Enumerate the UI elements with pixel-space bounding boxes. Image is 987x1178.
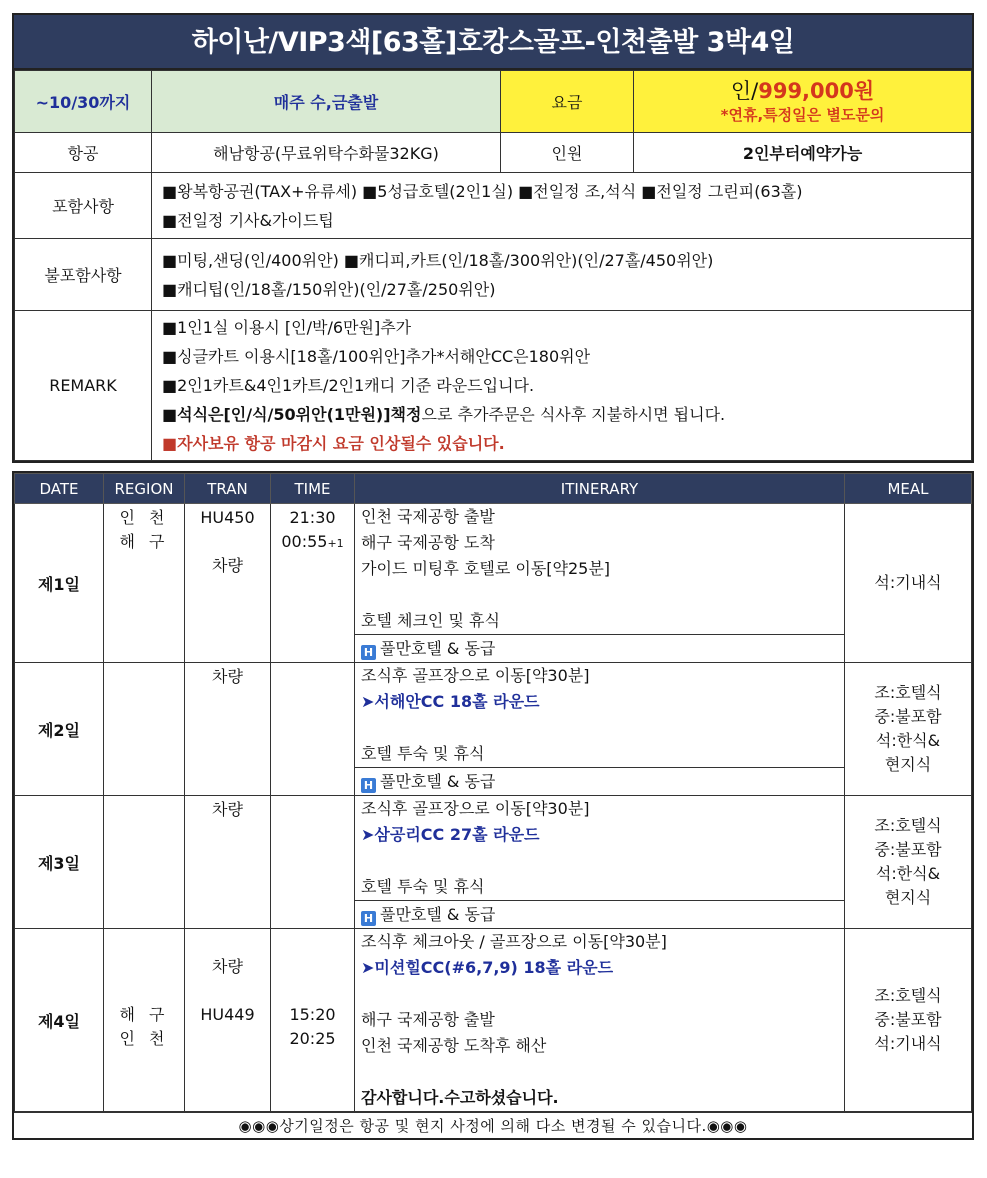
excluded-line: ■미팅,샌딩(인/400위안) ■캐디피,카트(인/18홀/300위안)(인/27홀/450위안) — [162, 250, 714, 270]
itinerary-line: 인천 국제공항 출발 — [361, 507, 495, 526]
spacer — [185, 979, 270, 1003]
departure-days-cell: 매주 수,금출발 — [152, 71, 501, 133]
transport-cell — [185, 929, 271, 1112]
time-text: 15:20 — [289, 1005, 336, 1024]
header-meal: MEAL — [845, 474, 972, 504]
included-label: 포함사항 — [15, 173, 152, 239]
airline-row — [15, 133, 972, 173]
day-label: 제1일 — [15, 504, 104, 663]
itinerary-line — [361, 715, 838, 741]
transport-text: 차량 — [212, 957, 243, 976]
itinerary-line: 가이드 미팅후 호텔로 이동[약25분] — [361, 559, 611, 578]
hotel-h-icon: H — [361, 778, 376, 793]
thanks-line: 감사합니다.수고하셨습니다. — [361, 1088, 559, 1107]
transport-text: 차량 — [212, 556, 243, 575]
remark-line: ■2인1카트&4인1카트/2인1캐디 기준 라운드입니다. — [162, 376, 535, 395]
header-itinerary: ITINERARY — [355, 474, 845, 504]
itinerary-cell — [355, 796, 845, 929]
itinerary-line: 호텔 체크인 및 휴식 — [361, 611, 500, 630]
itinerary-cell — [355, 929, 845, 1112]
itinerary-line: 해구 국제공항 도착 — [361, 533, 495, 552]
region-cell — [104, 929, 185, 1112]
excluded-list — [152, 239, 972, 311]
period-row — [15, 71, 972, 133]
time-text-next — [271, 530, 354, 556]
time-text: 21:30 — [289, 508, 336, 527]
price-prefix: 인/ — [730, 78, 759, 103]
flight-number: HU450 — [200, 508, 255, 527]
itinerary-line: 조식후 체크아웃 / 골프장으로 이동[약30분] — [361, 932, 667, 951]
hotel-name: 풀만호텔 & 동급 — [380, 772, 496, 791]
transport-cell — [185, 504, 271, 663]
meal-text: 중:불포함 — [874, 840, 942, 859]
day-row — [15, 929, 972, 1112]
itinerary-line — [361, 1059, 838, 1085]
remark-dinner-bold: ■석식은[인/식/50위안(1만원)]책정 — [162, 405, 422, 424]
itinerary-line: 호텔 투숙 및 휴식 — [361, 744, 485, 763]
price-main — [644, 78, 961, 104]
day-row — [15, 796, 972, 929]
header-region: REGION — [104, 474, 185, 504]
day-label: 제3일 — [15, 796, 104, 929]
meal-cell — [845, 796, 972, 929]
hotel-line — [355, 900, 844, 928]
itinerary-line: 조식후 골프장으로 이동[약30분] — [361, 799, 590, 818]
hotel-line — [355, 767, 844, 795]
meal-text: 석:기내식 — [874, 1034, 942, 1053]
schedule-change-notice: ◉◉◉상기일정은 항공 및 현지 사정에 의해 다소 변경될 수 있습니다.◉◉◉ — [14, 1112, 972, 1138]
golf-round-line: ➤미션힐CC(#6,7,9) 18홀 라운드 — [361, 958, 614, 977]
region-text: 해구 — [119, 532, 179, 551]
transport-text: 차량 — [212, 800, 243, 819]
excluded-line: ■캐디팁(인/18홀/150위안)(인/27홀/250위안) — [162, 279, 496, 299]
time-cell — [271, 504, 355, 663]
people-label: 인원 — [501, 133, 634, 173]
price-note: *연휴,특정일은 별도문의 — [720, 105, 885, 124]
people-value: 2인부터예약가능 — [634, 133, 972, 173]
remark-list — [152, 311, 972, 461]
itinerary-cell — [355, 504, 845, 663]
itinerary-table — [12, 471, 974, 1140]
page-title: 하이난/VIP3색[63홀]호캉스골프-인천출발 3박4일 — [14, 15, 972, 70]
hotel-line — [355, 634, 844, 662]
golf-round-line: ➤삼공리CC 27홀 라운드 — [361, 825, 540, 844]
period-cell: ~10/30까지 — [15, 71, 152, 133]
itinerary-line: 호텔 투숙 및 휴식 — [361, 877, 485, 896]
itinerary-cell — [355, 663, 845, 796]
remark-warning: ■자사보유 항공 마감시 요금 인상될수 있습니다. — [162, 434, 505, 453]
price-label: 요금 — [501, 71, 634, 133]
meal-text: 중:불포함 — [874, 1010, 942, 1029]
meal-text: 조:호텔식 — [874, 816, 942, 835]
golf-round-line: ➤서해안CC 18홀 라운드 — [361, 692, 540, 711]
airline-value: 해남항공(무료위탁수화물32KG) — [152, 133, 501, 173]
spacer — [185, 530, 270, 554]
time-cell — [271, 663, 355, 796]
transport-cell — [185, 796, 271, 929]
itinerary-header-row — [15, 474, 972, 504]
tour-info-table — [12, 13, 974, 463]
time-cell — [271, 796, 355, 929]
header-time: TIME — [271, 474, 355, 504]
time-text: 20:25 — [289, 1029, 336, 1048]
transport-cell — [185, 663, 271, 796]
airline-label: 항공 — [15, 133, 152, 173]
flight-number: HU449 — [200, 1005, 255, 1024]
time-text: 00:55 — [281, 532, 328, 551]
itinerary-lines — [355, 504, 844, 634]
spacer — [271, 931, 354, 1003]
region-text: 인천 — [119, 1029, 179, 1048]
excluded-label: 불포함사항 — [15, 239, 152, 311]
price-amount: 999,000원 — [758, 78, 875, 103]
itinerary-line: 해구 국제공항 출발 — [361, 1010, 495, 1029]
spacer — [185, 931, 270, 955]
region-cell — [104, 796, 185, 929]
itinerary-line — [361, 981, 838, 1007]
meal-cell — [845, 663, 972, 796]
meal-text: 석:한식& — [875, 731, 941, 750]
itinerary-line — [361, 582, 838, 608]
region-text: 해구 — [119, 1005, 179, 1024]
itinerary-line — [361, 848, 838, 874]
price-cell — [634, 71, 972, 133]
spacer — [114, 931, 184, 1003]
meal-cell — [845, 504, 972, 663]
meal-cell — [845, 929, 972, 1112]
included-row — [15, 173, 972, 239]
itinerary-lines — [355, 663, 844, 767]
region-cell — [104, 504, 185, 663]
header-tran: TRAN — [185, 474, 271, 504]
meal-text: 중:불포함 — [874, 707, 942, 726]
time-cell — [271, 929, 355, 1112]
region-text: 인천 — [119, 508, 179, 527]
day-row — [15, 663, 972, 796]
excluded-row — [15, 239, 972, 311]
remark-row — [15, 311, 972, 461]
hotel-name: 풀만호텔 & 동급 — [380, 905, 496, 924]
meal-text: 현지식 — [884, 755, 932, 774]
included-list — [152, 173, 972, 239]
day-label: 제4일 — [15, 929, 104, 1112]
meal-text: 조:호텔식 — [874, 986, 942, 1005]
hotel-name: 풀만호텔 & 동급 — [380, 639, 496, 658]
itinerary-line: 조식후 골프장으로 이동[약30분] — [361, 666, 590, 685]
remark-label: REMARK — [15, 311, 152, 461]
remark-dinner-rest: 으로 추가주문은 식사후 지불하시면 됩니다. — [421, 405, 726, 424]
included-line: ■왕복항공권(TAX+유류세) ■5성급호텔(2인1실) ■전일정 조,석식 ■전일정 그린피(63홀) — [162, 181, 803, 201]
remark-line: ■싱글카트 이용시[18홀/100위안]추가*서해안CC은180위안 — [162, 347, 591, 366]
meal-text: 조:호텔식 — [874, 683, 942, 702]
itinerary-lines — [355, 929, 844, 1111]
region-cell — [104, 663, 185, 796]
remark-line-dinner — [162, 400, 961, 429]
included-line: ■전일정 기사&가이드팁 — [162, 210, 334, 230]
itinerary-lines — [355, 796, 844, 900]
transport-text: 차량 — [212, 667, 243, 686]
itinerary-line: 인천 국제공항 도착후 해산 — [361, 1036, 547, 1055]
next-day-suffix: +1 — [327, 537, 344, 550]
hotel-h-icon: H — [361, 911, 376, 926]
meal-text: 석:한식& — [875, 864, 941, 883]
meal-text: 석:기내식 — [874, 573, 942, 592]
day-label: 제2일 — [15, 663, 104, 796]
meal-text: 현지식 — [884, 888, 932, 907]
day-row — [15, 504, 972, 663]
remark-line: ■1인1실 이용시 [인/박/6만원]추가 — [162, 318, 412, 337]
hotel-h-icon: H — [361, 645, 376, 660]
header-date: DATE — [15, 474, 104, 504]
